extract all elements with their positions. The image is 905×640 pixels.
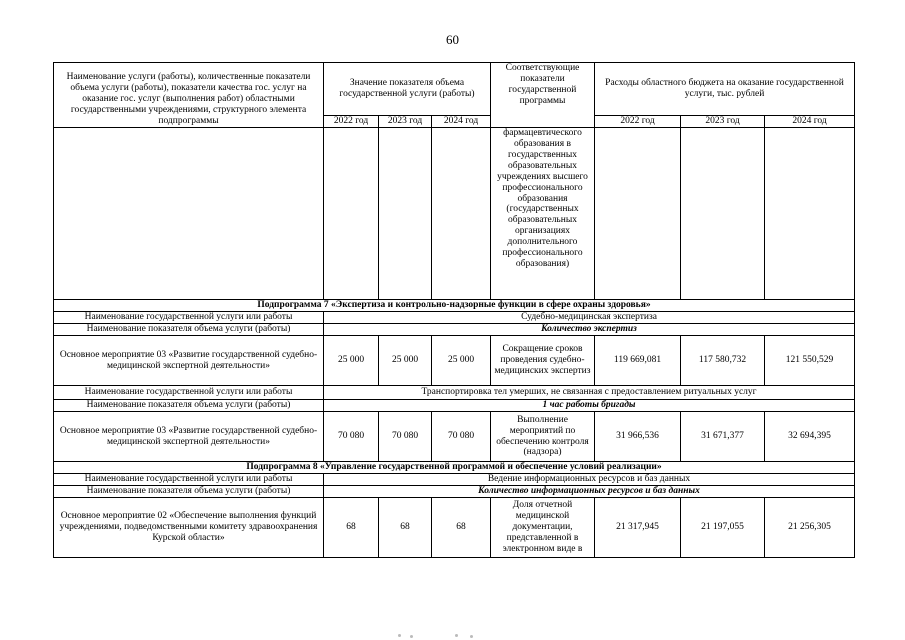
volume-2024: 68 <box>432 498 491 558</box>
program-indicator: Доля отчетной медицинской документации, представленной в электронном виде в <box>491 498 595 558</box>
expense-2022: 31 966,536 <box>595 412 681 462</box>
measure-name: Основное мероприятие 02 «Обеспечение выполнения функций учреждениями, подведомственными комитету здравоохранения Курской области» <box>54 498 324 558</box>
scan-speck <box>470 635 473 638</box>
volume-2023: 70 080 <box>379 412 432 462</box>
header-volume-year-2024: 2024 год <box>432 116 491 128</box>
continuation-indicator-text: фармацевтического образования в государственных образовательных учреждениях высшего профессионального образования (государственных образовательных организациях дополнительного профессионального образования) <box>491 128 595 300</box>
expense-2022: 119 669,081 <box>595 336 681 386</box>
header-row <box>54 63 855 116</box>
volume-2024: 25 000 <box>432 336 491 386</box>
header-expense-year-2022: 2022 год <box>595 116 681 128</box>
indicator-label: Наименование показателя объема услуги (работы) <box>54 324 324 336</box>
indicator-row <box>54 400 855 412</box>
header-expenses-col: Расходы областного бюджета на оказание государственной услуги, тыс. рублей <box>595 63 855 116</box>
expense-2024: 21 256,305 <box>765 498 855 558</box>
subprogram-7-title: Подпрограмма 7 «Экспертиза и контрольно-надзорные функции в сфере охраны здоровья» <box>54 300 855 312</box>
volume-2024: 70 080 <box>432 412 491 462</box>
continuation-row <box>54 128 855 300</box>
volume-2022: 25 000 <box>324 336 379 386</box>
service-label: Наименование государственной услуги или работы <box>54 474 324 486</box>
measure-name: Основное мероприятие 03 «Развитие государственной судебно-медицинской экспертной деятельности» <box>54 412 324 462</box>
indicator-row <box>54 486 855 498</box>
expense-2023: 31 671,377 <box>681 412 765 462</box>
indicator-value: Количество информационных ресурсов и баз данных <box>324 486 855 498</box>
volume-2023: 25 000 <box>379 336 432 386</box>
expense-2023: 117 580,732 <box>681 336 765 386</box>
service-row <box>54 474 855 486</box>
measure-name: Основное мероприятие 03 «Развитие государственной судебно-медицинской экспертной деятельности» <box>54 336 324 386</box>
indicator-value: Количество экспертиз <box>324 324 855 336</box>
measure-row <box>54 412 855 462</box>
subprogram-8-title: Подпрограмма 8 «Управление государственной программой и обеспечение условий реализации» <box>54 462 855 474</box>
expense-2024: 121 550,529 <box>765 336 855 386</box>
scan-speck <box>455 634 458 637</box>
header-volume-year-2022: 2022 год <box>324 116 379 128</box>
header-volume-col: Значение показателя объема государственной услуги (работы) <box>324 63 491 116</box>
measure-row <box>54 336 855 386</box>
page-number: 60 <box>446 32 459 47</box>
indicator-row <box>54 324 855 336</box>
program-indicator: Выполнение мероприятий по обеспечению контроля (надзора) <box>491 412 595 462</box>
indicator-label: Наименование показателя объема услуги (работы) <box>54 486 324 498</box>
volume-2023: 68 <box>379 498 432 558</box>
service-value: Ведение информационных ресурсов и баз данных <box>324 474 855 486</box>
scan-speck <box>410 635 413 638</box>
services-table <box>53 62 855 558</box>
service-label: Наименование государственной услуги или работы <box>54 386 324 400</box>
service-value: Транспортировка тел умерших, не связанная с предоставлением ритуальных услуг <box>324 386 855 400</box>
expense-2023: 21 197,055 <box>681 498 765 558</box>
header-expense-year-2023: 2023 год <box>681 116 765 128</box>
measure-row <box>54 498 855 558</box>
indicator-value: 1 час работы бригады <box>324 400 855 412</box>
service-value: Судебно-медицинская экспертиза <box>324 312 855 324</box>
expense-2022: 21 317,945 <box>595 498 681 558</box>
volume-2022: 68 <box>324 498 379 558</box>
service-row <box>54 312 855 324</box>
service-label: Наименование государственной услуги или работы <box>54 312 324 324</box>
expense-2024: 32 694,395 <box>765 412 855 462</box>
header-name-col: Наименование услуги (работы), количественные показатели объема услуги (работы), показатели качества гос. услуг на оказание гос. услуг (выполнения работ) областными государственными учреждениями, структурного элемента подпрограммы <box>54 63 324 128</box>
program-indicator: Сокращение сроков проведения судебно-медицинских экспертиз <box>491 336 595 386</box>
header-volume-year-2023: 2023 год <box>379 116 432 128</box>
indicator-label: Наименование показателя объема услуги (работы) <box>54 400 324 412</box>
header-indicators-col: Соответствующие показатели государственной программы <box>491 63 595 128</box>
subprogram-7-title-row <box>54 300 855 312</box>
subprogram-8-title-row <box>54 462 855 474</box>
scan-speck <box>398 634 401 637</box>
volume-2022: 70 080 <box>324 412 379 462</box>
service-row <box>54 386 855 400</box>
header-expense-year-2024: 2024 год <box>765 116 855 128</box>
